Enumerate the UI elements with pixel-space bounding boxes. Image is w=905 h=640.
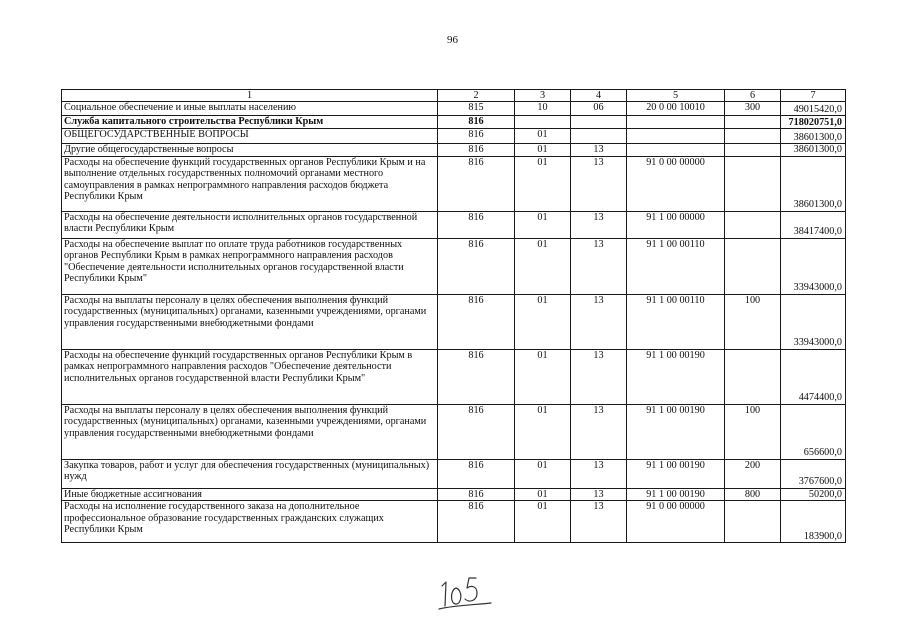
subsection-code: 13 (571, 238, 627, 294)
target-article-code: 91 1 00 00110 (627, 294, 725, 349)
subsection-code: 13 (571, 404, 627, 459)
target-article-code: 91 0 00 00000 (627, 156, 725, 211)
target-article-code (627, 129, 725, 144)
expense-name: Другие общегосударственные вопросы (62, 144, 438, 156)
column-number: 5 (627, 90, 725, 102)
target-article-code: 91 1 00 00190 (627, 459, 725, 488)
ministry-code: 815 (438, 102, 515, 116)
ministry-code: 816 (438, 294, 515, 349)
amount: 718020751,0 (781, 116, 846, 129)
section-code: 10 (515, 102, 571, 116)
table-row (62, 144, 846, 156)
table-row (62, 404, 846, 459)
amount: 38417400,0 (781, 211, 846, 238)
amount: 656600,0 (781, 404, 846, 459)
ministry-code: 816 (438, 501, 515, 543)
column-number-row (62, 90, 846, 102)
amount: 49015420,0 (781, 102, 846, 116)
handwritten-page-mark (436, 572, 496, 612)
subsection-code: 06 (571, 102, 627, 116)
subsection-code: 13 (571, 459, 627, 488)
subsection-code: 13 (571, 294, 627, 349)
expense-type-code (725, 211, 781, 238)
section-code: 01 (515, 156, 571, 211)
expense-type-code: 100 (725, 404, 781, 459)
expense-name: Расходы на обеспечение выплат по оплате труда работников государственных органов Республики Крым в рамках непрограммного направления расходов "Обеспечение деятельности исполнительных органов государственной власти Республики Крым" (62, 238, 438, 294)
ministry-code: 816 (438, 459, 515, 488)
expense-type-code (725, 129, 781, 144)
ministry-code: 816 (438, 144, 515, 156)
ministry-code: 816 (438, 156, 515, 211)
table-row (62, 459, 846, 488)
ministry-code: 816 (438, 349, 515, 404)
target-article-code: 91 1 00 00190 (627, 488, 725, 500)
table-row (62, 116, 846, 129)
section-code: 01 (515, 211, 571, 238)
expense-name: Закупка товаров, работ и услуг для обеспечения государственных (муниципальных) нужд (62, 459, 438, 488)
target-article-code: 91 1 00 00190 (627, 404, 725, 459)
target-article-code: 91 0 00 00000 (627, 501, 725, 543)
table-row (62, 156, 846, 211)
expense-name: Социальное обеспечение и иные выплаты населению (62, 102, 438, 116)
subsection-code: 13 (571, 144, 627, 156)
amount: 38601300,0 (781, 129, 846, 144)
table-row (62, 129, 846, 144)
expense-type-code (725, 156, 781, 211)
section-code: 01 (515, 349, 571, 404)
amount: 50200,0 (781, 488, 846, 500)
subsection-code: 13 (571, 211, 627, 238)
amount: 33943000,0 (781, 294, 846, 349)
ministry-code: 816 (438, 211, 515, 238)
expense-name: Расходы на обеспечение деятельности исполнительных органов государственной власти Республики Крым (62, 211, 438, 238)
table-row (62, 211, 846, 238)
expense-type-code: 800 (725, 488, 781, 500)
target-article-code: 91 1 00 00190 (627, 349, 725, 404)
subsection-code: 13 (571, 488, 627, 500)
target-article-code: 20 0 00 10010 (627, 102, 725, 116)
amount: 4474400,0 (781, 349, 846, 404)
section-code (515, 116, 571, 129)
expense-type-code (725, 238, 781, 294)
expense-name: Расходы на обеспечение функций государственных органов Республики Крым и на выполнение отдельных государственных полномочий органами местного самоуправления в рамках непрограммного направления расходов бюджета Республики Крым (62, 156, 438, 211)
ministry-code: 816 (438, 129, 515, 144)
budget-table (61, 89, 846, 543)
subsection-code (571, 116, 627, 129)
column-number: 3 (515, 90, 571, 102)
table-row (62, 501, 846, 543)
table-row (62, 238, 846, 294)
expense-type-code: 300 (725, 102, 781, 116)
ministry-code: 816 (438, 116, 515, 129)
expense-type-code (725, 144, 781, 156)
ministry-code: 816 (438, 238, 515, 294)
section-code: 01 (515, 238, 571, 294)
amount: 38601300,0 (781, 156, 846, 211)
target-article-code (627, 144, 725, 156)
target-article-code (627, 116, 725, 129)
expense-type-code: 100 (725, 294, 781, 349)
expense-name: Расходы на выплаты персоналу в целях обеспечения выполнения функций государственных (муниципальных) органами, казенными учреждениями, органами управления государственными внебюджетными фондами (62, 294, 438, 349)
column-number: 2 (438, 90, 515, 102)
amount: 38601300,0 (781, 144, 846, 156)
expense-type-code (725, 116, 781, 129)
table-row (62, 102, 846, 116)
column-number: 4 (571, 90, 627, 102)
expense-type-code (725, 501, 781, 543)
column-number: 7 (781, 90, 846, 102)
column-number: 6 (725, 90, 781, 102)
section-code: 01 (515, 404, 571, 459)
amount: 183900,0 (781, 501, 846, 543)
expense-type-code (725, 349, 781, 404)
subsection-code: 13 (571, 501, 627, 543)
target-article-code: 91 1 00 00110 (627, 238, 725, 294)
expense-name: Иные бюджетные ассигнования (62, 488, 438, 500)
table-row (62, 349, 846, 404)
expense-name: Служба капитального строительства Республики Крым (62, 116, 438, 129)
amount: 33943000,0 (781, 238, 846, 294)
amount: 3767600,0 (781, 459, 846, 488)
expense-name: ОБЩЕГОСУДАРСТВЕННЫЕ ВОПРОСЫ (62, 129, 438, 144)
expense-name: Расходы на обеспечение функций государственных органов Республики Крым в рамках непрограммного направления расходов "Обеспечение деятельности исполнительных органов государственной власти Республики Крым" (62, 349, 438, 404)
page-number: 96 (447, 34, 458, 46)
subsection-code (571, 129, 627, 144)
expense-type-code: 200 (725, 459, 781, 488)
ministry-code: 816 (438, 488, 515, 500)
section-code: 01 (515, 501, 571, 543)
section-code: 01 (515, 129, 571, 144)
section-code: 01 (515, 488, 571, 500)
section-code: 01 (515, 459, 571, 488)
expense-name: Расходы на выплаты персоналу в целях обеспечения выполнения функций государственных (муниципальных) органами, казенными учреждениями, органами управления государственными внебюджетными фондами (62, 404, 438, 459)
table-row (62, 294, 846, 349)
expense-name: Расходы на исполнение государственного заказа на дополнительное профессиональное образование государственных гражданских служащих Республики Крым (62, 501, 438, 543)
section-code: 01 (515, 294, 571, 349)
table-row (62, 488, 846, 500)
target-article-code: 91 1 00 00000 (627, 211, 725, 238)
column-number: 1 (62, 90, 438, 102)
ministry-code: 816 (438, 404, 515, 459)
subsection-code: 13 (571, 156, 627, 211)
subsection-code: 13 (571, 349, 627, 404)
section-code: 01 (515, 144, 571, 156)
